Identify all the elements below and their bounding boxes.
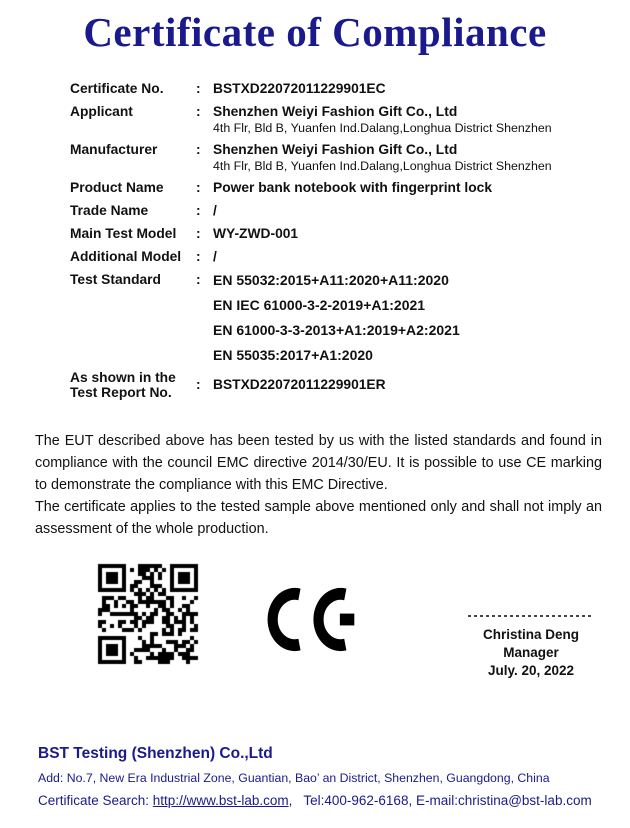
manufacturer-address: 4th Flr, Bld B, Yuanfen Ind.Dalang,Longhua District Shenzhen — [213, 159, 552, 173]
signatory-title: Manager — [503, 645, 559, 660]
certificate-search-link[interactable]: http://www.bst-lab.com — [152, 793, 289, 808]
field-row-additional-model — [70, 249, 590, 265]
colon-separator: : — [196, 180, 201, 195]
field-label-product-name: Product Name — [70, 180, 164, 195]
qr-code — [93, 559, 203, 671]
field-label-test-standard: Test Standard — [70, 272, 161, 287]
field-label-additional-model: Additional Model — [70, 249, 182, 264]
colon-separator: : — [196, 203, 201, 218]
certificate-page — [0, 9, 630, 828]
field-label-certificate-no: Certificate No. — [70, 81, 164, 96]
field-value-trade-name: / — [213, 203, 217, 218]
colon-separator: : — [196, 104, 201, 119]
applicant-address: 4th Flr, Bld B, Yuanfen Ind.Dalang,Longhua District Shenzhen — [213, 121, 552, 135]
certificate-search-label: Certificate Search: — [38, 793, 153, 808]
colon-separator: : — [196, 377, 201, 392]
test-standard-line: EN 55035:2017+A1:2020 — [213, 347, 373, 363]
field-value-certificate-no: BSTXD22072011229901EC — [213, 81, 386, 96]
field-label-manufacturer: Manufacturer — [70, 142, 158, 157]
test-standard-line: EN 61000-3-3-2013+A1:2019+A2:2021 — [213, 322, 460, 338]
field-label-applicant: Applicant — [70, 104, 133, 119]
field-value-applicant — [213, 104, 590, 135]
applicant-company: Shenzhen Weiyi Fashion Gift Co., Ltd — [213, 104, 458, 119]
ce-mark-icon — [266, 581, 356, 658]
field-row-test-report-no — [70, 370, 590, 400]
signature-line — [468, 615, 594, 617]
compliance-statement — [35, 430, 602, 540]
statement-paragraph-1: The EUT described above has been tested by us with the listed standards and found in compliance with the council EMC directive 2014/30/EU. It is possible to use CE marking to demonstrate the compliance with this EMC Directive. — [35, 433, 602, 493]
signature-block — [466, 615, 596, 680]
colon-separator: : — [196, 272, 201, 287]
certificate-fields — [70, 81, 590, 400]
field-value-test-report-no: BSTXD22072011229901ER — [213, 377, 386, 392]
statement-paragraph-2: The certificate applies to the tested sample above mentioned only and shall not imply an assessment of the whole production. — [35, 499, 602, 537]
field-value-manufacturer — [213, 142, 590, 173]
field-value-test-standard — [213, 272, 590, 363]
field-value-product-name: Power bank notebook with fingerprint lock — [213, 180, 493, 195]
field-row-trade-name — [70, 203, 590, 219]
field-value-main-test-model: WY-ZWD-001 — [213, 226, 299, 241]
field-label-main-test-model: Main Test Model — [70, 226, 177, 241]
field-row-certificate-no — [70, 81, 590, 97]
field-label-trade-name: Trade Name — [70, 203, 149, 218]
contact-info: , Tel:400-962-6168, E-mail:christina@bst-lab.com — [288, 793, 592, 808]
field-row-manufacturer — [70, 142, 590, 173]
test-report-label-line2: Test Report No. — [70, 385, 172, 400]
signatory-name: Christina Deng — [482, 627, 579, 642]
lab-company-name: BST Testing (Shenzhen) Co.,Ltd — [38, 745, 273, 762]
manufacturer-company: Shenzhen Weiyi Fashion Gift Co., Ltd — [213, 142, 458, 157]
colon-separator: : — [196, 249, 201, 264]
test-report-label-line1: As shown in the — [70, 370, 176, 385]
colon-separator: : — [196, 226, 201, 241]
test-standard-line: EN 55032:2015+A11:2020+A11:2020 — [213, 272, 449, 288]
lab-footer — [38, 745, 608, 808]
lab-address: Add: No.7, New Era Industrial Zone, Guantian, Bao’ an District, Shenzhen, Guangdong, China — [38, 771, 550, 785]
field-row-product-name — [70, 180, 590, 196]
page-title: Certificate of Compliance — [83, 9, 547, 55]
field-row-test-standard — [70, 272, 590, 363]
field-value-additional-model: / — [213, 249, 217, 264]
certificate-search-line — [38, 793, 608, 808]
test-standard-line: EN IEC 61000-3-2-2019+A1:2021 — [213, 297, 426, 313]
field-label-test-report-no — [70, 370, 196, 400]
field-row-main-test-model — [70, 226, 590, 242]
signature-date: July. 20, 2022 — [487, 663, 575, 678]
graphics-row — [0, 557, 630, 692]
colon-separator: : — [196, 81, 201, 96]
colon-separator: : — [196, 142, 201, 157]
field-row-applicant — [70, 104, 590, 135]
